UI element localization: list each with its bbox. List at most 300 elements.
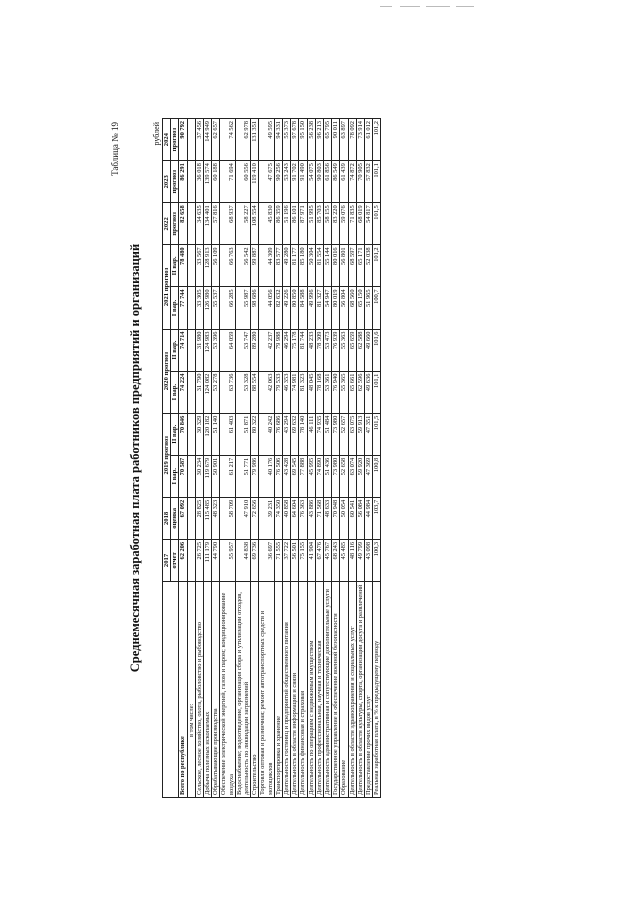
value-cell: 82 658	[179, 203, 187, 245]
table-row	[315, 119, 323, 798]
value-cell: 49 799	[356, 539, 364, 581]
value-cell: 48 045	[307, 371, 315, 413]
header-2024-sub: прогноз	[171, 119, 179, 161]
value-cell: 56 501	[291, 539, 299, 581]
table-row	[324, 119, 332, 798]
row-label: Торговля оптовая и розничная; ремонт автотранспортных средств и мотоциклов	[259, 582, 274, 798]
value-cell: 47 351	[365, 413, 373, 455]
value-cell: 55 365	[340, 371, 348, 413]
value-cell: 81 554	[315, 245, 323, 287]
value-cell: 55 537	[212, 287, 220, 329]
value-cell: 30 329	[195, 413, 203, 455]
value-cell: 67 476	[315, 539, 323, 581]
value-cell: 139 574	[204, 161, 212, 203]
value-cell: 76 686	[274, 413, 282, 455]
value-cell: 43 428	[283, 455, 291, 497]
value-cell: 71 694	[220, 161, 235, 203]
value-cell: 36 018	[195, 161, 203, 203]
value-cell: 71 555	[274, 539, 282, 581]
value-cell: 115 485	[204, 497, 212, 539]
value-cell: 62 978	[235, 119, 250, 161]
scan-mark-line	[400, 6, 420, 7]
value-cell: 96 213	[315, 119, 323, 161]
value-cell: 101,6	[373, 329, 381, 371]
value-cell: 56 801	[340, 245, 348, 287]
value-cell: 52 038	[365, 245, 373, 287]
value-cell: 101,1	[373, 161, 381, 203]
value-cell: 91 490	[299, 161, 307, 203]
value-cell: 119 410	[251, 161, 259, 203]
value-cell: 101,2	[373, 245, 381, 287]
value-cell: 80 019	[332, 287, 340, 329]
value-cell: 49 636	[365, 371, 373, 413]
header-2021-var2: II вар.	[171, 245, 179, 287]
value-cell: 79 986	[251, 455, 259, 497]
value-cell: 56 238	[307, 119, 315, 161]
value-cell: 99 887	[251, 245, 259, 287]
value-cell: 53 747	[235, 329, 250, 371]
value-cell: 124 983	[204, 329, 212, 371]
table-number: Таблица № 19	[110, 122, 120, 176]
value-cell: 56 542	[235, 245, 250, 287]
header-2020-var1: I вар.	[171, 371, 179, 413]
value-cell: 70 846	[179, 413, 187, 455]
value-cell: 85 703	[315, 203, 323, 245]
value-cell: 51 965	[365, 287, 373, 329]
row-label: Деятельность по операциям с недвижимым имуществом	[307, 582, 315, 798]
table-row	[340, 119, 348, 798]
value-cell: 128 913	[204, 245, 212, 287]
table-row	[204, 119, 212, 798]
value-cell: 74 714	[179, 329, 187, 371]
table-row	[259, 119, 274, 798]
value-cell: 42 063	[259, 371, 274, 413]
value-cell: 84 588	[299, 287, 307, 329]
value-cell: 28 825	[195, 497, 203, 539]
value-cell	[187, 119, 195, 161]
value-cell: 79 533	[274, 371, 282, 413]
value-cell: 55 987	[235, 287, 250, 329]
value-cell	[187, 203, 195, 245]
value-cell: 57 816	[212, 203, 220, 245]
value-cell: 81 744	[299, 329, 307, 371]
value-cell: 70 905	[356, 161, 364, 203]
value-cell: 82 632	[274, 287, 282, 329]
value-cell: 65 171	[356, 245, 364, 287]
header-2023: 2023	[163, 161, 171, 203]
value-cell: 46 111	[307, 413, 315, 455]
rotated-document-page	[106, 118, 606, 798]
row-label: Деятельность в области культуры, спорта, организации досуга и развлечений	[356, 582, 364, 798]
value-cell: 131 351	[251, 119, 259, 161]
value-cell: 65 150	[356, 287, 364, 329]
value-cell: 48 633	[324, 497, 332, 539]
value-cell: 98 686	[251, 287, 259, 329]
value-cell: 44 309	[259, 245, 274, 287]
value-cell: 40 242	[259, 413, 274, 455]
value-cell: 49 280	[283, 245, 291, 287]
value-cell: 85 180	[299, 245, 307, 287]
row-label: Обеспечение электрической энергией, газом и паром; кондиционирование воздуха	[220, 582, 235, 798]
value-cell: 74 562	[220, 119, 235, 161]
value-cell: 60 188	[212, 161, 220, 203]
value-cell: 73 980	[332, 455, 340, 497]
value-cell: 97 678	[291, 119, 299, 161]
value-cell: 76 363	[299, 497, 307, 539]
value-cell: 79 988	[274, 329, 282, 371]
value-cell: 63 075	[348, 413, 356, 455]
header-2021: 2021 прогноз	[163, 245, 171, 329]
table-row	[220, 119, 235, 798]
value-cell: 47 910	[235, 497, 250, 539]
value-cell: 76 506	[274, 455, 282, 497]
document-title: Среднемесячная заработная плата работников предприятий и организаций	[128, 243, 142, 673]
value-cell: 61 012	[365, 119, 373, 161]
table-row	[332, 119, 340, 798]
header-corner	[163, 582, 179, 798]
salary-table	[162, 118, 381, 798]
header-2019-var2: II вар.	[171, 413, 179, 455]
value-cell: 49 660	[365, 329, 373, 371]
row-label: Образование	[340, 582, 348, 798]
value-cell: 59 076	[340, 203, 348, 245]
value-cell: 74 935	[315, 413, 323, 455]
value-cell: 45 830	[259, 203, 274, 245]
header-2020: 2020 прогноз	[163, 329, 171, 413]
value-cell: 75 155	[299, 539, 307, 581]
value-cell: 87 971	[299, 203, 307, 245]
value-cell: 66 763	[220, 245, 235, 287]
value-cell: 70 948	[332, 497, 340, 539]
value-cell: 48 323	[212, 497, 220, 539]
value-cell: 64 604	[291, 497, 299, 539]
value-cell: 101,1	[373, 371, 381, 413]
value-cell: 33 567	[195, 245, 203, 287]
header-2018: 2018	[163, 497, 171, 539]
row-label: Предоставление прочих видов услуг	[365, 582, 373, 798]
value-cell: 54 817	[365, 203, 373, 245]
value-cell: 68 597	[348, 245, 356, 287]
value-cell: 45 995	[307, 455, 315, 497]
value-cell: 74 890	[315, 455, 323, 497]
value-cell: 30 234	[195, 455, 203, 497]
value-cell: 67 092	[179, 497, 187, 539]
value-cell: 81 323	[299, 371, 307, 413]
header-2018-sub: оценка	[171, 497, 179, 539]
value-cell	[187, 497, 195, 539]
value-cell: 37 456	[195, 119, 203, 161]
value-cell: 44 838	[235, 539, 250, 581]
value-cell: 78 140	[299, 413, 307, 455]
value-cell: 44 984	[365, 497, 373, 539]
value-cell: 90 011	[332, 119, 340, 161]
value-cell: 60 541	[348, 497, 356, 539]
value-cell: 72 656	[251, 497, 259, 539]
value-cell: 49 595	[259, 119, 274, 161]
value-cell: 56 084	[356, 497, 364, 539]
value-cell: 54 947	[324, 287, 332, 329]
table-row	[235, 119, 250, 798]
row-label: Обрабатывающие производства	[212, 582, 220, 798]
value-cell: 68 243	[332, 539, 340, 581]
value-cell: 46 353	[283, 371, 291, 413]
value-cell: 65 795	[324, 119, 332, 161]
value-cell: 69 736	[251, 539, 259, 581]
row-label: Транспортировка и хранение	[274, 582, 282, 798]
table-row	[179, 119, 187, 798]
row-label: Реальная заработная плата, в % к предыдущему периоду	[373, 582, 381, 798]
table-row	[251, 119, 259, 798]
table-row	[373, 119, 381, 798]
value-cell: 100,7	[373, 287, 381, 329]
value-cell: 33 305	[195, 287, 203, 329]
value-cell	[187, 371, 195, 413]
value-cell: 53 278	[212, 371, 220, 413]
unit-label: рублей	[152, 122, 161, 146]
table-row	[291, 119, 299, 798]
value-cell: 53 396	[212, 329, 220, 371]
table-row	[187, 119, 195, 798]
value-cell: 126 980	[204, 287, 212, 329]
scan-mark-line	[456, 6, 474, 7]
value-cell: 55 363	[340, 329, 348, 371]
value-cell: 74 872	[348, 161, 356, 203]
value-cell: 90 803	[315, 161, 323, 203]
value-cell: 119 679	[204, 455, 212, 497]
value-cell: 49 996	[307, 287, 315, 329]
value-cell: 80 850	[291, 287, 299, 329]
value-cell: 31 790	[195, 371, 203, 413]
value-cell: 74 981	[291, 371, 299, 413]
value-cell: 61 439	[340, 161, 348, 203]
value-cell: 53 328	[235, 371, 250, 413]
value-cell: 77 888	[299, 455, 307, 497]
value-cell: 68 019	[356, 203, 364, 245]
value-cell: 80 016	[332, 245, 340, 287]
header-2022: 2022	[163, 203, 171, 245]
row-label: Сельское, лесное хозяйство, охота, рыболовство и рыбоводство	[195, 582, 203, 798]
value-cell: 47 675	[259, 161, 274, 203]
row-label: в том числе:	[187, 582, 195, 798]
value-cell: 74 224	[179, 371, 187, 413]
value-cell: 47 369	[365, 455, 373, 497]
value-cell: 83 220	[332, 203, 340, 245]
value-cell: 44 056	[259, 287, 274, 329]
row-label: Добыча полезных ископаемых	[204, 582, 212, 798]
value-cell: 55 957	[220, 539, 235, 581]
value-cell: 101,5	[373, 413, 381, 455]
value-cell: 81 177	[291, 245, 299, 287]
value-cell: 51 771	[235, 455, 250, 497]
value-cell: 37 722	[283, 539, 291, 581]
value-cell: 53 361	[324, 371, 332, 413]
table-row	[348, 119, 356, 798]
value-cell: 54 075	[307, 161, 315, 203]
value-cell: 53 243	[283, 161, 291, 203]
header-2024: 2024	[163, 119, 171, 161]
value-cell: 45 767	[324, 539, 332, 581]
value-cell: 90 256	[274, 161, 282, 203]
value-cell: 40 176	[259, 455, 274, 497]
value-cell: 73 914	[356, 119, 364, 161]
value-cell: 41 904	[307, 539, 315, 581]
table-row	[299, 119, 307, 798]
table-row	[356, 119, 364, 798]
value-cell: 48 233	[307, 329, 315, 371]
value-cell: 88 554	[251, 371, 259, 413]
value-cell: 50 304	[307, 245, 315, 287]
scan-mark-line	[426, 6, 450, 7]
row-label: Деятельность в области информации и связи	[291, 582, 299, 798]
value-cell: 78 480	[179, 245, 187, 287]
value-cell: 95 150	[299, 119, 307, 161]
value-cell: 111 179	[204, 539, 212, 581]
row-label: Всего по республике	[179, 582, 187, 798]
value-cell: 68 560	[348, 287, 356, 329]
value-cell: 101,5	[373, 203, 381, 245]
value-cell: 34 635	[195, 203, 203, 245]
value-cell: 101,2	[373, 119, 381, 161]
value-cell: 69 632	[291, 413, 299, 455]
value-cell: 51 140	[212, 413, 220, 455]
row-label: Государственное управление и обеспечение военной безопасности	[332, 582, 340, 798]
value-cell: 55 373	[283, 119, 291, 161]
value-cell	[187, 413, 195, 455]
scan-mark-line	[380, 6, 392, 7]
value-cell: 36 697	[259, 539, 274, 581]
value-cell: 81 327	[315, 287, 323, 329]
value-cell: 63 897	[340, 119, 348, 161]
value-cell: 77 744	[179, 287, 187, 329]
value-cell: 39 231	[259, 497, 274, 539]
header-2023-sub: прогноз	[171, 161, 179, 203]
value-cell: 71 568	[315, 497, 323, 539]
table-row	[212, 119, 220, 798]
value-cell: 76 940	[332, 371, 340, 413]
value-cell: 26 725	[195, 539, 203, 581]
value-cell: 46 294	[283, 329, 291, 371]
value-cell: 78 092	[348, 119, 356, 161]
header-2021-var1: I вар.	[171, 287, 179, 329]
value-cell: 71 835	[348, 203, 356, 245]
value-cell: 134 401	[204, 203, 212, 245]
table-row	[274, 119, 282, 798]
value-cell: 59 920	[356, 455, 364, 497]
value-cell: 60 556	[235, 161, 250, 203]
value-cell: 62 206	[179, 539, 187, 581]
header-row-years	[163, 119, 171, 798]
value-cell: 100,3	[373, 539, 381, 581]
value-cell: 69 545	[291, 455, 299, 497]
value-cell: 43 098	[365, 539, 373, 581]
value-cell: 63 074	[348, 455, 356, 497]
value-cell: 78 168	[315, 371, 323, 413]
row-label: Деятельность гостиниц и предприятий общественного питания	[283, 582, 291, 798]
value-cell	[187, 287, 195, 329]
value-cell: 86 359	[274, 203, 282, 245]
value-cell: 94 331	[274, 119, 282, 161]
row-label: Деятельность в области здравоохранения и социальных услуг	[348, 582, 356, 798]
value-cell: 61 856	[324, 161, 332, 203]
value-cell: 43 294	[283, 413, 291, 455]
table-row	[283, 119, 291, 798]
value-cell: 57 832	[365, 161, 373, 203]
value-cell: 42 237	[259, 329, 274, 371]
value-cell: 62 596	[356, 371, 364, 413]
table-row	[195, 119, 203, 798]
value-cell: 58 227	[235, 203, 250, 245]
value-cell: 73 980	[332, 413, 340, 455]
value-cell: 59 913	[356, 413, 364, 455]
table-row	[365, 119, 373, 798]
value-cell	[187, 161, 195, 203]
value-cell: 86 101	[291, 203, 299, 245]
header-2017-sub: отчет	[171, 539, 179, 581]
value-cell: 61 217	[220, 455, 235, 497]
value-cell: 68 937	[220, 203, 235, 245]
value-cell: 52 657	[340, 413, 348, 455]
row-label: Водоснабжение; водоотведение, организация сбора и утилизации отходов, деятельность по ликвидации загрязнений	[235, 582, 250, 798]
value-cell: 76 939	[332, 329, 340, 371]
value-cell: 144 949	[204, 119, 212, 161]
value-cell: 80 322	[251, 413, 259, 455]
value-cell: 50 901	[212, 455, 220, 497]
value-cell: 40 858	[283, 497, 291, 539]
value-cell: 56 109	[212, 245, 220, 287]
value-cell: 120 182	[204, 413, 212, 455]
value-cell	[187, 245, 195, 287]
table-body	[179, 119, 381, 798]
header-2017: 2017	[163, 539, 171, 581]
value-cell: 90 792	[179, 119, 187, 161]
value-cell: 48 116	[348, 539, 356, 581]
row-label: Строительство	[251, 582, 259, 798]
value-cell: 65 659	[348, 329, 356, 371]
value-cell: 49 226	[283, 287, 291, 329]
value-cell: 55 144	[324, 245, 332, 287]
value-cell: 44 790	[212, 539, 220, 581]
table-row	[307, 119, 315, 798]
value-cell: 108 554	[251, 203, 259, 245]
value-cell: 62 657	[212, 119, 220, 161]
value-cell: 51 196	[283, 203, 291, 245]
value-cell: 53 473	[324, 329, 332, 371]
value-cell: 124 082	[204, 371, 212, 413]
row-label: Деятельность профессиональная, научная и техническая	[315, 582, 323, 798]
header-2022-sub: прогноз	[171, 203, 179, 245]
value-cell: 51 995	[307, 203, 315, 245]
value-cell: 83 577	[274, 245, 282, 287]
value-cell	[187, 455, 195, 497]
value-cell: 74 350	[274, 497, 282, 539]
value-cell: 86 291	[179, 161, 187, 203]
value-cell: 51 436	[324, 455, 332, 497]
value-cell: 86 549	[332, 161, 340, 203]
value-cell: 78 309	[315, 329, 323, 371]
header-2019-var1: I вар.	[171, 455, 179, 497]
value-cell: 45 485	[340, 539, 348, 581]
value-cell: 51 871	[235, 413, 250, 455]
value-cell: 51 484	[324, 413, 332, 455]
value-cell: 91 702	[291, 161, 299, 203]
value-cell: 43 886	[307, 497, 315, 539]
value-cell: 103,7	[373, 497, 381, 539]
row-label: Деятельность административная и сопутствующие дополнительные услуги	[324, 582, 332, 798]
value-cell: 65 661	[348, 371, 356, 413]
value-cell	[187, 329, 195, 371]
value-cell: 58 709	[220, 497, 235, 539]
value-cell: 75 178	[291, 329, 299, 371]
